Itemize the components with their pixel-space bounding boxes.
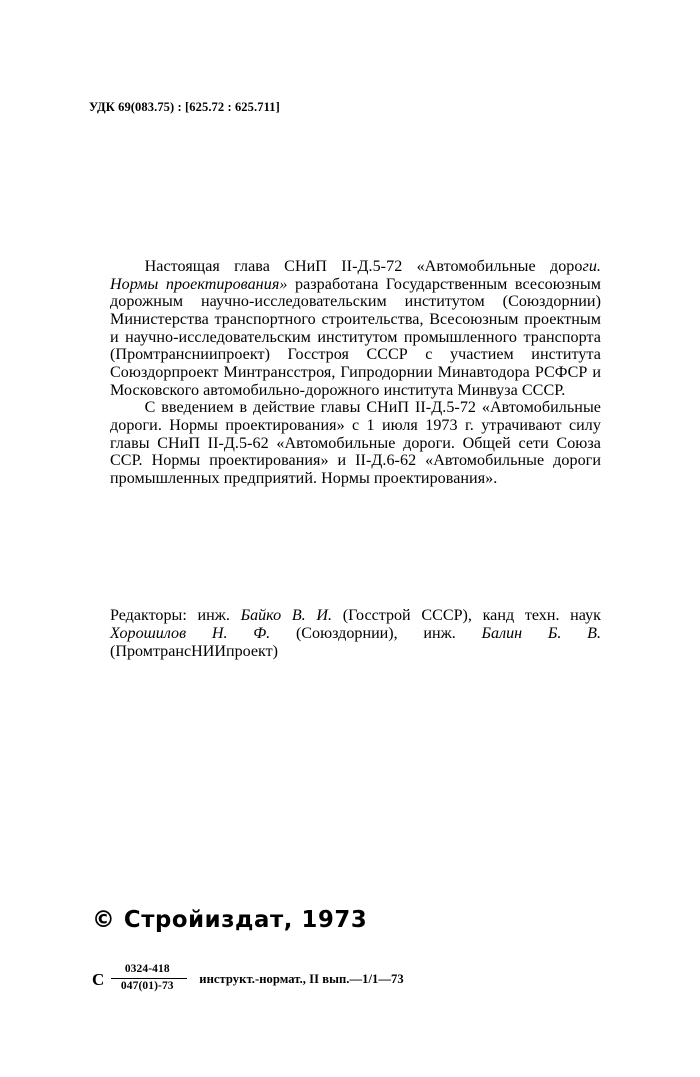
editors-line bbox=[110, 607, 601, 661]
body-text-block bbox=[110, 258, 601, 488]
imprint-denominator: 047(01)-73 bbox=[120, 980, 174, 993]
udk-classification-line: УДК 69(083.75) : [625.72 : 625.711] bbox=[89, 100, 280, 114]
paragraph-origin-run-3: разработана Государственным всесоюзным дорожным научно-исследовательским институтом (Союздорнии) Министерства транспортного строительства, Всесоюзным проектным и научно-исследовательским институтом промышленного транспорта (Промтрансниипроект) Госстроя СССР с участием института Союздорпроект Минтрансстроя, Гипродорнии Минавтодора РСФСР и Московского автомобильно-дорожного института Минвуза СССР. bbox=[110, 275, 601, 399]
imprint-fraction bbox=[111, 963, 187, 994]
editors-label: Редакторы: инж. bbox=[110, 607, 241, 624]
imprint-numerator: 0324-418 bbox=[124, 963, 170, 975]
editor-affiliation-1: (Госстрой СССР), канд техн. наук bbox=[332, 607, 601, 624]
imprint-letter: С bbox=[92, 969, 105, 989]
paragraph-origin-run-1: Настоящая глава СНиП II-Д.5-72 «Автомобильные доро bbox=[144, 258, 583, 275]
editor-name-2: Хорошилов Н. Ф. bbox=[110, 624, 271, 642]
imprint-description: инструкт.-нормат., II вып.—1/1—73 bbox=[199, 971, 404, 986]
paragraph-origin bbox=[110, 258, 601, 399]
paragraph-origin-title-italic: ги. Нормы проектирования» bbox=[110, 258, 601, 293]
editor-affiliation-2: (Союздорнии), инж. bbox=[270, 624, 482, 642]
copyright-line: © Стройиздат, 1973 bbox=[92, 907, 368, 933]
editor-name-1: Байко В. И. bbox=[240, 607, 333, 624]
editor-affiliation-3: (ПромтрансНИИпроект) bbox=[110, 642, 279, 660]
editor-name-3: Балин Б. В. bbox=[481, 624, 601, 642]
editors-block bbox=[110, 607, 601, 661]
imprint-code-line bbox=[92, 963, 404, 994]
fraction-bar-icon bbox=[111, 978, 187, 980]
paragraph-effective-date: С введением в действие главы СНиП II-Д.5-72 «Автомобильные дороги. Нормы проектирования» с 1 июля 1973 г. утрачивают силу главы СНиП II-Д.5-62 «Автомобильные дороги. Общей сети Союза ССР. Нормы проектирования» и II-Д.6-62 «Автомобильные дороги промышленных предприятий. Нормы проектирования». bbox=[110, 399, 601, 487]
